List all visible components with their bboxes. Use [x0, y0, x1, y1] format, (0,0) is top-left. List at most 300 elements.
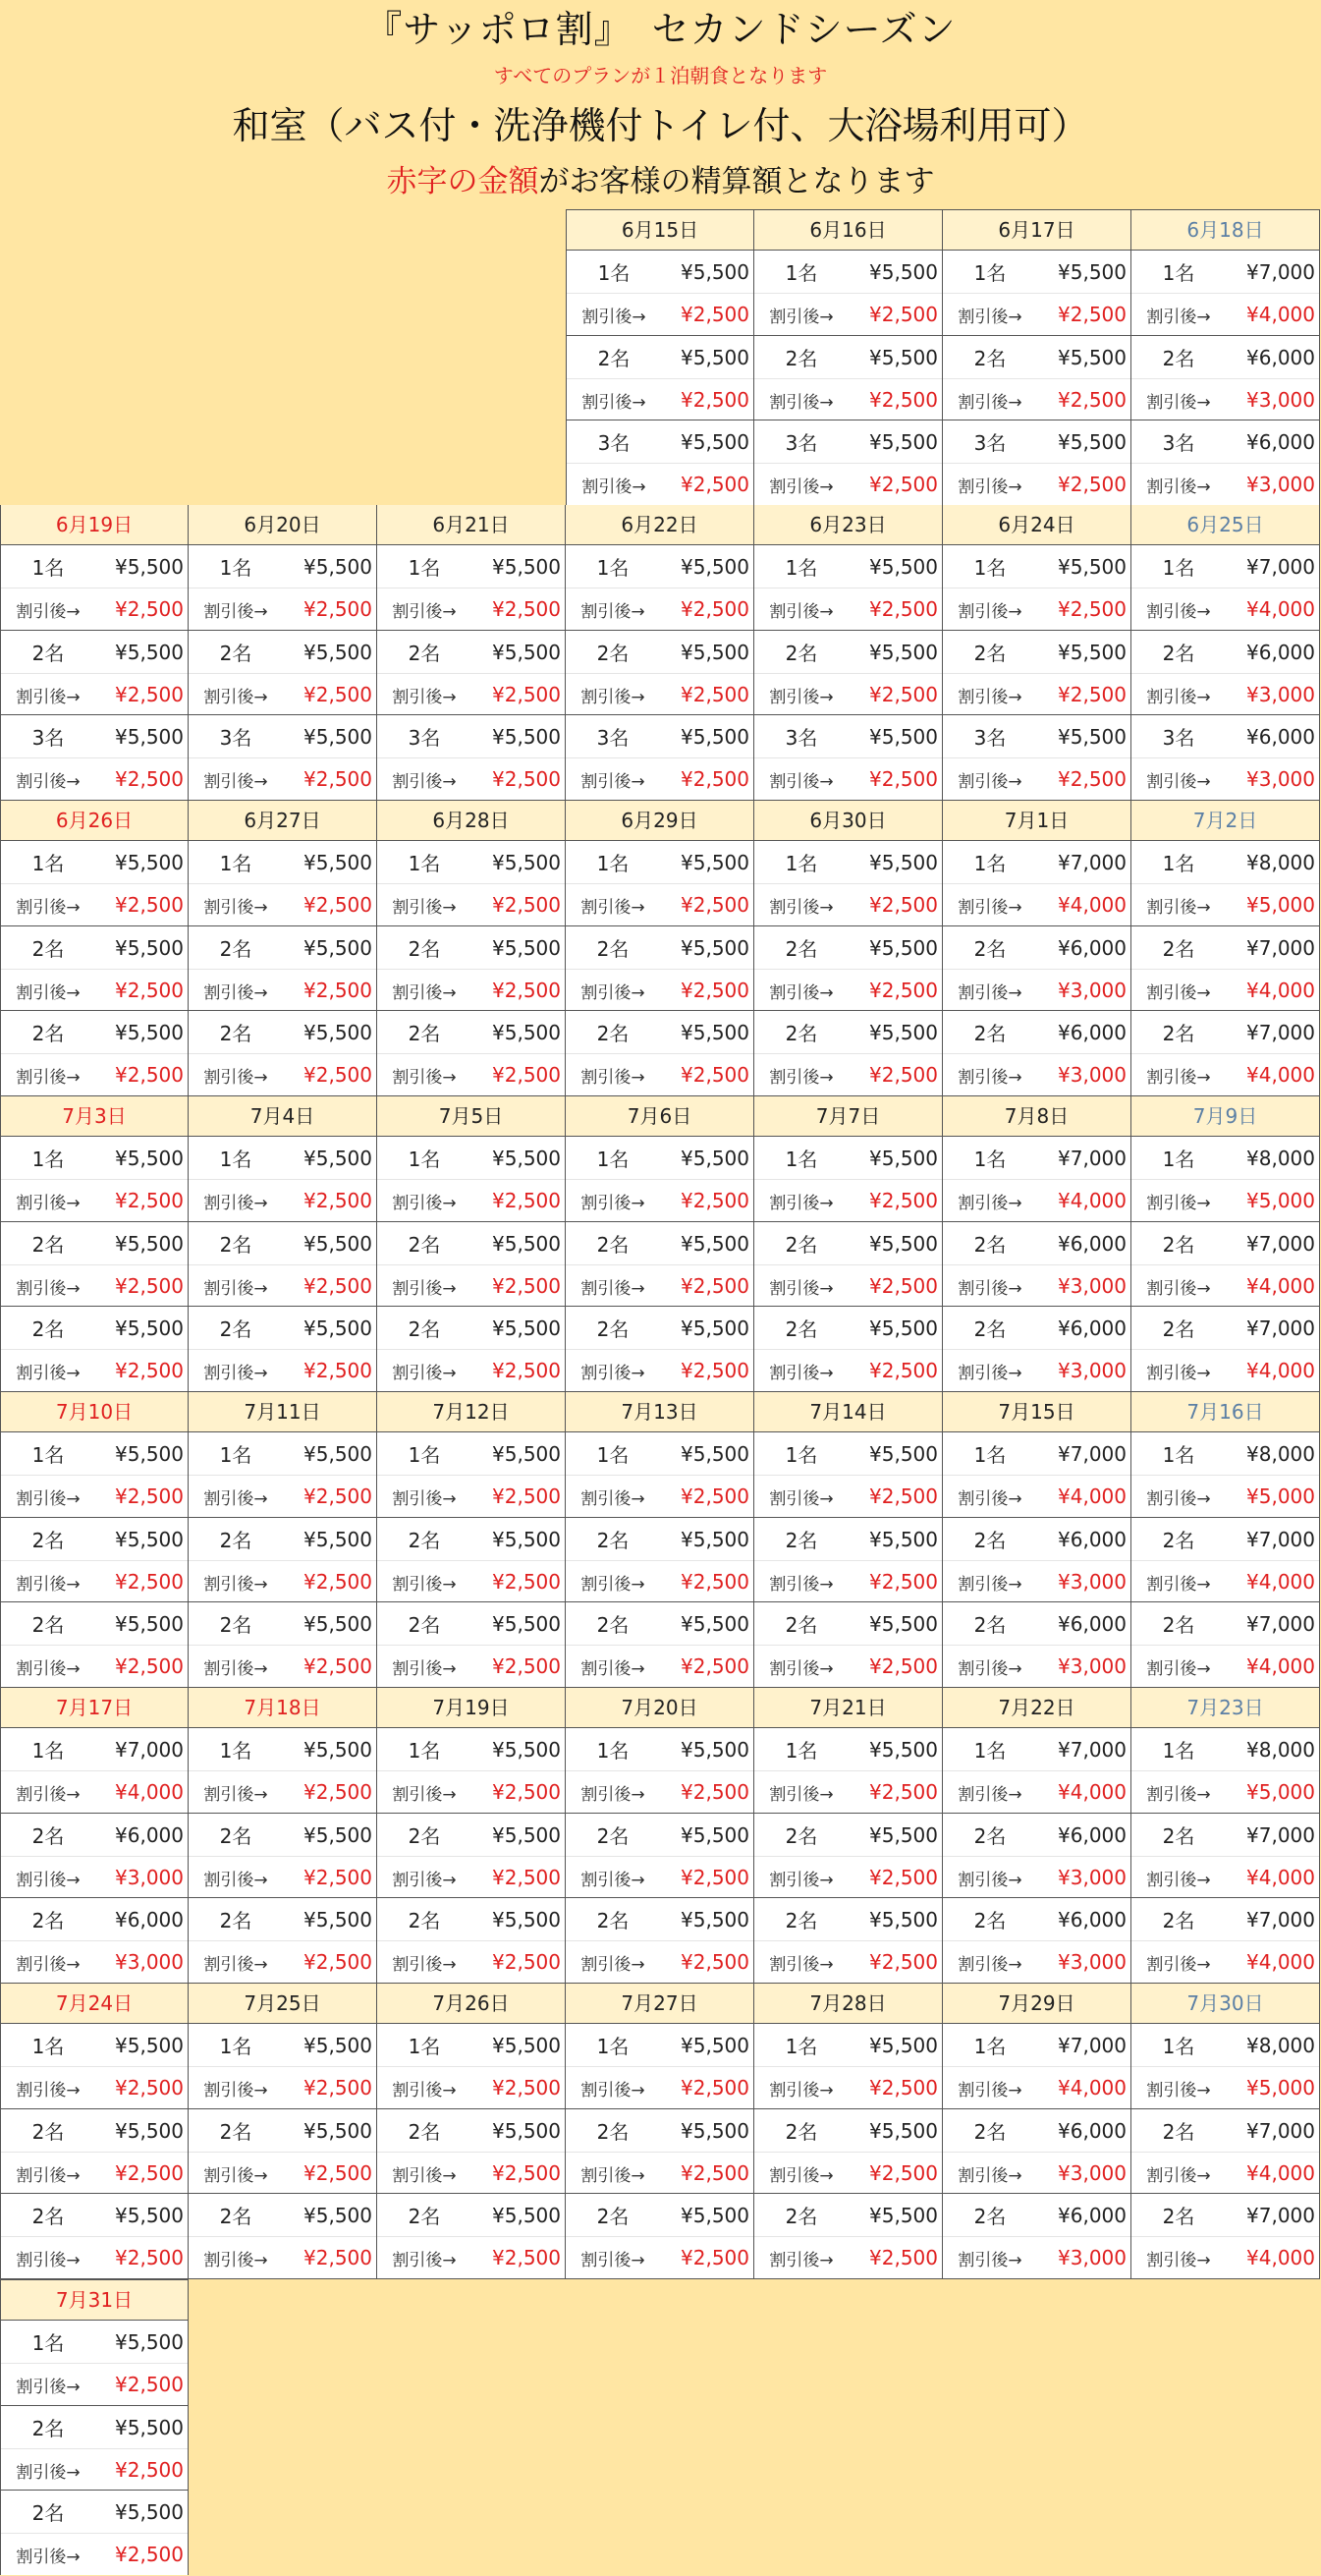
- discounted-price: ¥3,000: [1058, 1570, 1127, 1594]
- rate-group: [754, 1897, 942, 1982]
- discounted-price: ¥4,000: [1058, 2076, 1127, 2100]
- discounted-price: ¥2,500: [492, 2246, 561, 2269]
- regular-rate-row: [1, 1728, 188, 1770]
- discount-label: 割引後→: [580, 1278, 645, 1299]
- rate-group: [377, 545, 565, 630]
- rate-group: [754, 1306, 942, 1390]
- day-date: 7月30日: [1131, 1984, 1319, 2024]
- discounted-price: ¥2,500: [303, 1780, 372, 1804]
- regular-rate-row: [943, 1898, 1130, 1940]
- discounted-price: ¥2,500: [681, 2161, 749, 2185]
- guest-count: 2名: [973, 2205, 1007, 2228]
- regular-price: ¥5,500: [303, 850, 372, 874]
- discounted-price: ¥2,500: [681, 1484, 749, 1508]
- rate-group: [1, 1728, 188, 1813]
- discount-rate-row: [943, 1940, 1130, 1983]
- regular-price: ¥7,000: [1246, 1231, 1315, 1256]
- guest-count: 1名: [1162, 261, 1195, 285]
- discount-label: 割引後→: [392, 897, 457, 918]
- discount-rate-row: [377, 1770, 565, 1813]
- discount-label: 割引後→: [1146, 2080, 1211, 2100]
- guest-count: 2名: [31, 2120, 65, 2144]
- discount-rate-row: [1, 673, 188, 715]
- day-date: 7月6日: [566, 1096, 753, 1137]
- discounted-price: ¥2,500: [115, 1063, 184, 1087]
- regular-rate-row: [566, 715, 753, 757]
- regular-rate-row: [1131, 1222, 1319, 1264]
- discount-label: 割引後→: [392, 771, 457, 792]
- plan-subtitle: すべてのプランが１泊朝食となります: [493, 64, 828, 87]
- discount-label: 割引後→: [769, 1954, 834, 1975]
- discount-label: 割引後→: [769, 1278, 834, 1299]
- guest-count: 2名: [408, 1233, 441, 1257]
- regular-rate-row: [1, 1602, 188, 1645]
- rate-group: [189, 1221, 376, 1306]
- regular-price: ¥7,000: [1246, 1316, 1315, 1340]
- discount-label: 割引後→: [16, 2462, 81, 2483]
- discount-rate-row: [754, 969, 942, 1011]
- discount-label: 割引後→: [958, 897, 1022, 918]
- discounted-price: ¥2,500: [303, 1189, 372, 1212]
- guest-count: 1名: [408, 556, 441, 580]
- day-cell: [189, 801, 377, 1096]
- rate-group: [754, 1137, 942, 1221]
- day-date: 7月24日: [1, 1984, 188, 2024]
- guest-count: 3名: [219, 726, 252, 750]
- regular-price: ¥5,500: [492, 1020, 561, 1044]
- room-type-heading: 和室（バス付・洗浄機付トイレ付、大浴場利用可）: [232, 104, 1089, 147]
- day-cell: [943, 1096, 1131, 1392]
- discount-label: 割引後→: [392, 1488, 457, 1509]
- discount-label: 割引後→: [392, 2165, 457, 2186]
- discount-label: 割引後→: [769, 601, 834, 622]
- regular-price: ¥5,500: [869, 1611, 938, 1636]
- guest-count: 2名: [31, 1317, 65, 1341]
- regular-price: ¥5,500: [869, 554, 938, 579]
- discounted-price: ¥5,000: [1246, 893, 1315, 917]
- discount-rate-row: [1131, 757, 1319, 800]
- discounted-price: ¥3,000: [1246, 388, 1315, 412]
- discount-label: 割引後→: [769, 897, 834, 918]
- day-cell: [189, 1392, 377, 1688]
- guest-count: 2名: [408, 1909, 441, 1932]
- rate-group: [754, 1010, 942, 1094]
- day-cell: [189, 1096, 377, 1392]
- discount-label: 割引後→: [16, 1067, 81, 1088]
- guest-count: 2名: [785, 1909, 818, 1932]
- discount-rate-row: [566, 2066, 753, 2108]
- discount-label: 割引後→: [580, 2165, 645, 2186]
- discounted-price: ¥2,500: [492, 2161, 561, 2185]
- discount-rate-row: [189, 2152, 376, 2194]
- discount-label: 割引後→: [1146, 1658, 1211, 1679]
- regular-price: ¥5,500: [303, 935, 372, 960]
- discount-rate-row: [189, 673, 376, 715]
- discount-rate-row: [754, 588, 942, 630]
- day-date: 7月26日: [377, 1984, 565, 2024]
- discount-rate-row: [566, 1856, 753, 1898]
- discount-rate-row: [189, 883, 376, 925]
- guest-count: 1名: [31, 2035, 65, 2058]
- rate-group: [1, 1221, 188, 1306]
- regular-price: ¥7,000: [1058, 2033, 1127, 2057]
- discount-rate-row: [754, 1770, 942, 1813]
- discount-label: 割引後→: [769, 1658, 834, 1679]
- discount-label: 割引後→: [203, 2080, 268, 2100]
- rate-group: [377, 1010, 565, 1094]
- regular-price: ¥5,500: [115, 2499, 184, 2524]
- discounted-price: ¥2,500: [115, 1189, 184, 1212]
- discount-rate-row: [1, 2236, 188, 2278]
- rate-group: [1131, 1221, 1319, 1306]
- regular-rate-row: [377, 1728, 565, 1770]
- regular-rate-row: [1131, 2024, 1319, 2066]
- discount-label: 割引後→: [392, 601, 457, 622]
- discount-rate-row: [567, 293, 753, 335]
- regular-price: ¥5,500: [492, 1822, 561, 1847]
- discount-label: 割引後→: [958, 1954, 1022, 1975]
- guest-count: 2名: [408, 2205, 441, 2228]
- discounted-price: ¥2,500: [492, 2076, 561, 2100]
- guest-count: 1名: [219, 1148, 252, 1171]
- guest-count: 1名: [785, 1739, 818, 1763]
- regular-price: ¥5,500: [869, 1737, 938, 1762]
- discount-label: 割引後→: [1146, 1784, 1211, 1805]
- discounted-price: ¥2,500: [115, 893, 184, 917]
- regular-rate-row: [943, 2109, 1130, 2152]
- regular-rate-row: [566, 1222, 753, 1264]
- discounted-price: ¥2,500: [303, 1654, 372, 1678]
- discount-rate-row: [1131, 1645, 1319, 1687]
- regular-price: ¥5,500: [115, 850, 184, 874]
- day-date: 7月2日: [1131, 801, 1319, 841]
- discount-label: 割引後→: [16, 2165, 81, 2186]
- regular-price: ¥5,500: [115, 1146, 184, 1170]
- discount-label: 割引後→: [203, 687, 268, 707]
- day-date: 7月7日: [754, 1096, 942, 1137]
- discounted-price: ¥2,500: [681, 1950, 749, 1974]
- day-date: 7月27日: [566, 1984, 753, 2024]
- rate-group: [1131, 925, 1319, 1010]
- rate-group: [566, 1137, 753, 1221]
- guest-count: 3名: [1162, 431, 1195, 455]
- rate-group: [1, 545, 188, 630]
- day-cell: [0, 1096, 189, 1392]
- discount-label: 割引後→: [16, 1193, 81, 1213]
- rate-group: [566, 1813, 753, 1897]
- regular-price: ¥6,000: [1058, 2203, 1127, 2227]
- rate-group: [754, 545, 942, 630]
- discount-rate-row: [566, 1645, 753, 1687]
- regular-price: ¥5,500: [303, 1441, 372, 1466]
- discount-rate-row: [567, 378, 753, 420]
- regular-price: ¥5,500: [303, 2118, 372, 2143]
- guest-count: 2名: [219, 1909, 252, 1932]
- guest-count: 2名: [785, 347, 818, 370]
- rate-group: [377, 1306, 565, 1390]
- discount-rate-row: [1, 1475, 188, 1517]
- day-date: 7月11日: [189, 1392, 376, 1432]
- guest-count: 2名: [596, 2205, 630, 2228]
- discount-label: 割引後→: [392, 1278, 457, 1299]
- regular-rate-row: [943, 1011, 1130, 1053]
- discounted-price: ¥2,500: [869, 1274, 938, 1298]
- day-date: 6月18日: [1131, 210, 1319, 251]
- regular-rate-row: [566, 631, 753, 673]
- regular-rate-row: [754, 336, 942, 378]
- discounted-price: ¥2,500: [1058, 473, 1127, 496]
- guest-count: 2名: [31, 2501, 65, 2525]
- rate-group: [943, 2193, 1130, 2277]
- day-cell: [189, 1688, 377, 1984]
- regular-rate-row: [377, 1307, 565, 1349]
- rate-group: [566, 1221, 753, 1306]
- discount-label: 割引後→: [769, 2080, 834, 2100]
- discounted-price: ¥2,500: [492, 1189, 561, 1212]
- regular-rate-row: [1131, 1518, 1319, 1560]
- regular-rate-row: [943, 1432, 1130, 1475]
- guest-count: 2名: [785, 2120, 818, 2144]
- guest-count: 2名: [408, 1317, 441, 1341]
- discount-label: 割引後→: [769, 476, 834, 497]
- regular-price: ¥7,000: [1246, 1020, 1315, 1044]
- discount-label: 割引後→: [392, 1954, 457, 1975]
- discounted-price: ¥2,500: [492, 1950, 561, 1974]
- rate-group: [189, 1897, 376, 1982]
- regular-price: ¥6,000: [1058, 1907, 1127, 1932]
- regular-price: ¥5,500: [681, 1316, 749, 1340]
- discounted-price: ¥2,500: [869, 388, 938, 412]
- rate-group: [1, 2024, 188, 2108]
- regular-price: ¥5,500: [303, 1020, 372, 1044]
- rate-group: [566, 1306, 753, 1390]
- day-date: 7月14日: [754, 1392, 942, 1432]
- regular-price: ¥5,500: [115, 2415, 184, 2439]
- regular-price: ¥6,000: [1058, 1316, 1127, 1340]
- regular-price: ¥5,500: [869, 1231, 938, 1256]
- rate-group: [566, 2024, 753, 2108]
- day-date: 7月9日: [1131, 1096, 1319, 1137]
- rate-group: [1131, 1010, 1319, 1094]
- discount-rate-row: [754, 378, 942, 420]
- rate-group: [754, 1517, 942, 1601]
- regular-rate-row: [377, 2194, 565, 2236]
- day-date: 6月17日: [943, 210, 1130, 251]
- discount-label: 割引後→: [203, 1278, 268, 1299]
- discounted-price: ¥2,500: [115, 1274, 184, 1298]
- regular-price: ¥5,500: [1058, 259, 1127, 284]
- regular-price: ¥5,500: [681, 1146, 749, 1170]
- discount-label: 割引後→: [769, 392, 834, 413]
- day-cell: [754, 1688, 943, 1984]
- guest-count: 2名: [785, 642, 818, 665]
- regular-rate-row: [189, 2194, 376, 2236]
- discount-label: 割引後→: [958, 982, 1022, 1003]
- discounted-price: ¥2,500: [492, 1866, 561, 1889]
- discount-label: 割引後→: [580, 1658, 645, 1679]
- regular-rate-row: [1131, 251, 1319, 293]
- discount-rate-row: [943, 883, 1130, 925]
- discount-rate-row: [189, 1475, 376, 1517]
- regular-price: ¥5,500: [492, 935, 561, 960]
- discount-rate-row: [1, 1053, 188, 1095]
- discount-rate-row: [943, 378, 1130, 420]
- discount-label: 割引後→: [16, 1954, 81, 1975]
- rate-group: [566, 714, 753, 799]
- discount-label: 割引後→: [769, 1574, 834, 1595]
- regular-rate-row: [566, 545, 753, 588]
- discount-rate-row: [377, 1053, 565, 1095]
- rate-group: [189, 841, 376, 925]
- discounted-price: ¥4,000: [1058, 1780, 1127, 1804]
- discount-label: 割引後→: [392, 1574, 457, 1595]
- discounted-price: ¥3,000: [1058, 1866, 1127, 1889]
- rate-group: [754, 2108, 942, 2193]
- discounted-price: ¥2,500: [869, 473, 938, 496]
- discounted-price: ¥2,500: [115, 979, 184, 1002]
- discount-rate-row: [754, 673, 942, 715]
- guest-count: 2名: [596, 1317, 630, 1341]
- discount-label: 割引後→: [769, 1784, 834, 1805]
- discounted-price: ¥2,500: [115, 2373, 184, 2396]
- guest-count: 2名: [408, 642, 441, 665]
- day-cell: [0, 505, 189, 801]
- guest-count: 2名: [1162, 2205, 1195, 2228]
- rate-group: [943, 1432, 1130, 1517]
- guest-count: 2名: [596, 937, 630, 961]
- rate-group: [189, 1813, 376, 1897]
- regular-price: ¥6,000: [1058, 1822, 1127, 1847]
- regular-price: ¥5,500: [681, 1020, 749, 1044]
- discounted-price: ¥4,000: [1246, 597, 1315, 621]
- discount-label: 割引後→: [580, 687, 645, 707]
- day-cell: [377, 1984, 566, 2279]
- discounted-price: ¥2,500: [303, 597, 372, 621]
- regular-rate-row: [754, 1518, 942, 1560]
- guest-count: 2名: [1162, 642, 1195, 665]
- discount-label: 割引後→: [16, 2377, 81, 2397]
- discounted-price: ¥2,500: [303, 1484, 372, 1508]
- guest-count: 1名: [1162, 852, 1195, 875]
- regular-price: ¥7,000: [1246, 1527, 1315, 1551]
- guest-count: 2名: [596, 1909, 630, 1932]
- regular-rate-row: [566, 1898, 753, 1940]
- regular-rate-row: [754, 1137, 942, 1179]
- regular-price: ¥5,500: [492, 1737, 561, 1762]
- discount-rate-row: [377, 588, 565, 630]
- day-date: 6月19日: [1, 505, 188, 545]
- guest-count: 1名: [596, 556, 630, 580]
- discount-label: 割引後→: [1146, 476, 1211, 497]
- rate-group: [1, 630, 188, 714]
- discounted-price: ¥2,500: [869, 1866, 938, 1889]
- guest-count: 2名: [785, 1613, 818, 1637]
- regular-price: ¥5,500: [681, 429, 749, 454]
- discounted-price: ¥3,000: [1058, 979, 1127, 1002]
- regular-rate-row: [566, 1602, 753, 1645]
- rate-group: [566, 1010, 753, 1094]
- rate-group: [566, 630, 753, 714]
- regular-rate-row: [566, 1432, 753, 1475]
- guest-count: 2名: [1162, 1317, 1195, 1341]
- regular-rate-row: [567, 251, 753, 293]
- day-date: 7月28日: [754, 1984, 942, 2024]
- day-cell: [754, 1392, 943, 1688]
- regular-rate-row: [1, 715, 188, 757]
- discounted-price: ¥4,000: [1246, 1063, 1315, 1087]
- day-date: 6月25日: [1131, 505, 1319, 545]
- regular-price: ¥5,500: [492, 1611, 561, 1636]
- guest-count: 1名: [973, 2035, 1007, 2058]
- regular-rate-row: [1131, 1011, 1319, 1053]
- discount-rate-row: [1, 1645, 188, 1687]
- guest-count: 1名: [1162, 556, 1195, 580]
- day-date: 7月12日: [377, 1392, 565, 1432]
- discount-label: 割引後→: [769, 2250, 834, 2270]
- regular-rate-row: [1, 1307, 188, 1349]
- guest-count: 2名: [596, 1824, 630, 1848]
- regular-rate-row: [566, 1307, 753, 1349]
- discount-label: 割引後→: [958, 2080, 1022, 2100]
- discount-rate-row: [754, 1264, 942, 1307]
- rate-group: [943, 1728, 1130, 1813]
- discounted-price: ¥2,500: [492, 767, 561, 791]
- rate-group: [189, 925, 376, 1010]
- discounted-price: ¥2,500: [115, 597, 184, 621]
- discounted-price: ¥2,500: [681, 767, 749, 791]
- discounted-price: ¥2,500: [869, 2076, 938, 2100]
- regular-price: ¥5,500: [681, 2203, 749, 2227]
- guest-count: 2名: [973, 1317, 1007, 1341]
- day-date: 6月23日: [754, 505, 942, 545]
- guest-count: 2名: [973, 1233, 1007, 1257]
- regular-price: ¥5,500: [115, 2118, 184, 2143]
- regular-rate-row: [754, 1814, 942, 1856]
- guest-count: 2名: [973, 642, 1007, 665]
- regular-price: ¥5,500: [681, 850, 749, 874]
- discount-label: 割引後→: [769, 2165, 834, 2186]
- guest-count: 2名: [219, 2205, 252, 2228]
- guest-count: 2名: [973, 1909, 1007, 1932]
- regular-price: ¥6,000: [1058, 1611, 1127, 1636]
- guest-count: 2名: [973, 1613, 1007, 1637]
- discounted-price: ¥2,500: [492, 1274, 561, 1298]
- guest-count: 3名: [785, 726, 818, 750]
- discount-rate-row: [943, 969, 1130, 1011]
- rate-group: [377, 1221, 565, 1306]
- discount-rate-row: [377, 2236, 565, 2278]
- regular-price: ¥5,500: [681, 1441, 749, 1466]
- discount-label: 割引後→: [958, 1658, 1022, 1679]
- day-date: 6月20日: [189, 505, 376, 545]
- regular-price: ¥5,500: [115, 724, 184, 749]
- regular-rate-row: [1, 1518, 188, 1560]
- guest-count: 2名: [31, 2417, 65, 2440]
- rate-group: [1, 714, 188, 799]
- rate-group: [189, 1137, 376, 1221]
- rate-group: [754, 841, 942, 925]
- discount-label: 割引後→: [16, 1870, 81, 1890]
- regular-price: ¥5,500: [681, 259, 749, 284]
- rate-group: [1, 1432, 188, 1517]
- regular-rate-row: [1131, 1898, 1319, 1940]
- discount-rate-row: [943, 1179, 1130, 1221]
- rate-group: [943, 925, 1130, 1010]
- regular-rate-row: [566, 2024, 753, 2066]
- day-cell: [566, 1392, 754, 1688]
- discount-label: 割引後→: [1146, 982, 1211, 1003]
- discount-label: 割引後→: [1146, 771, 1211, 792]
